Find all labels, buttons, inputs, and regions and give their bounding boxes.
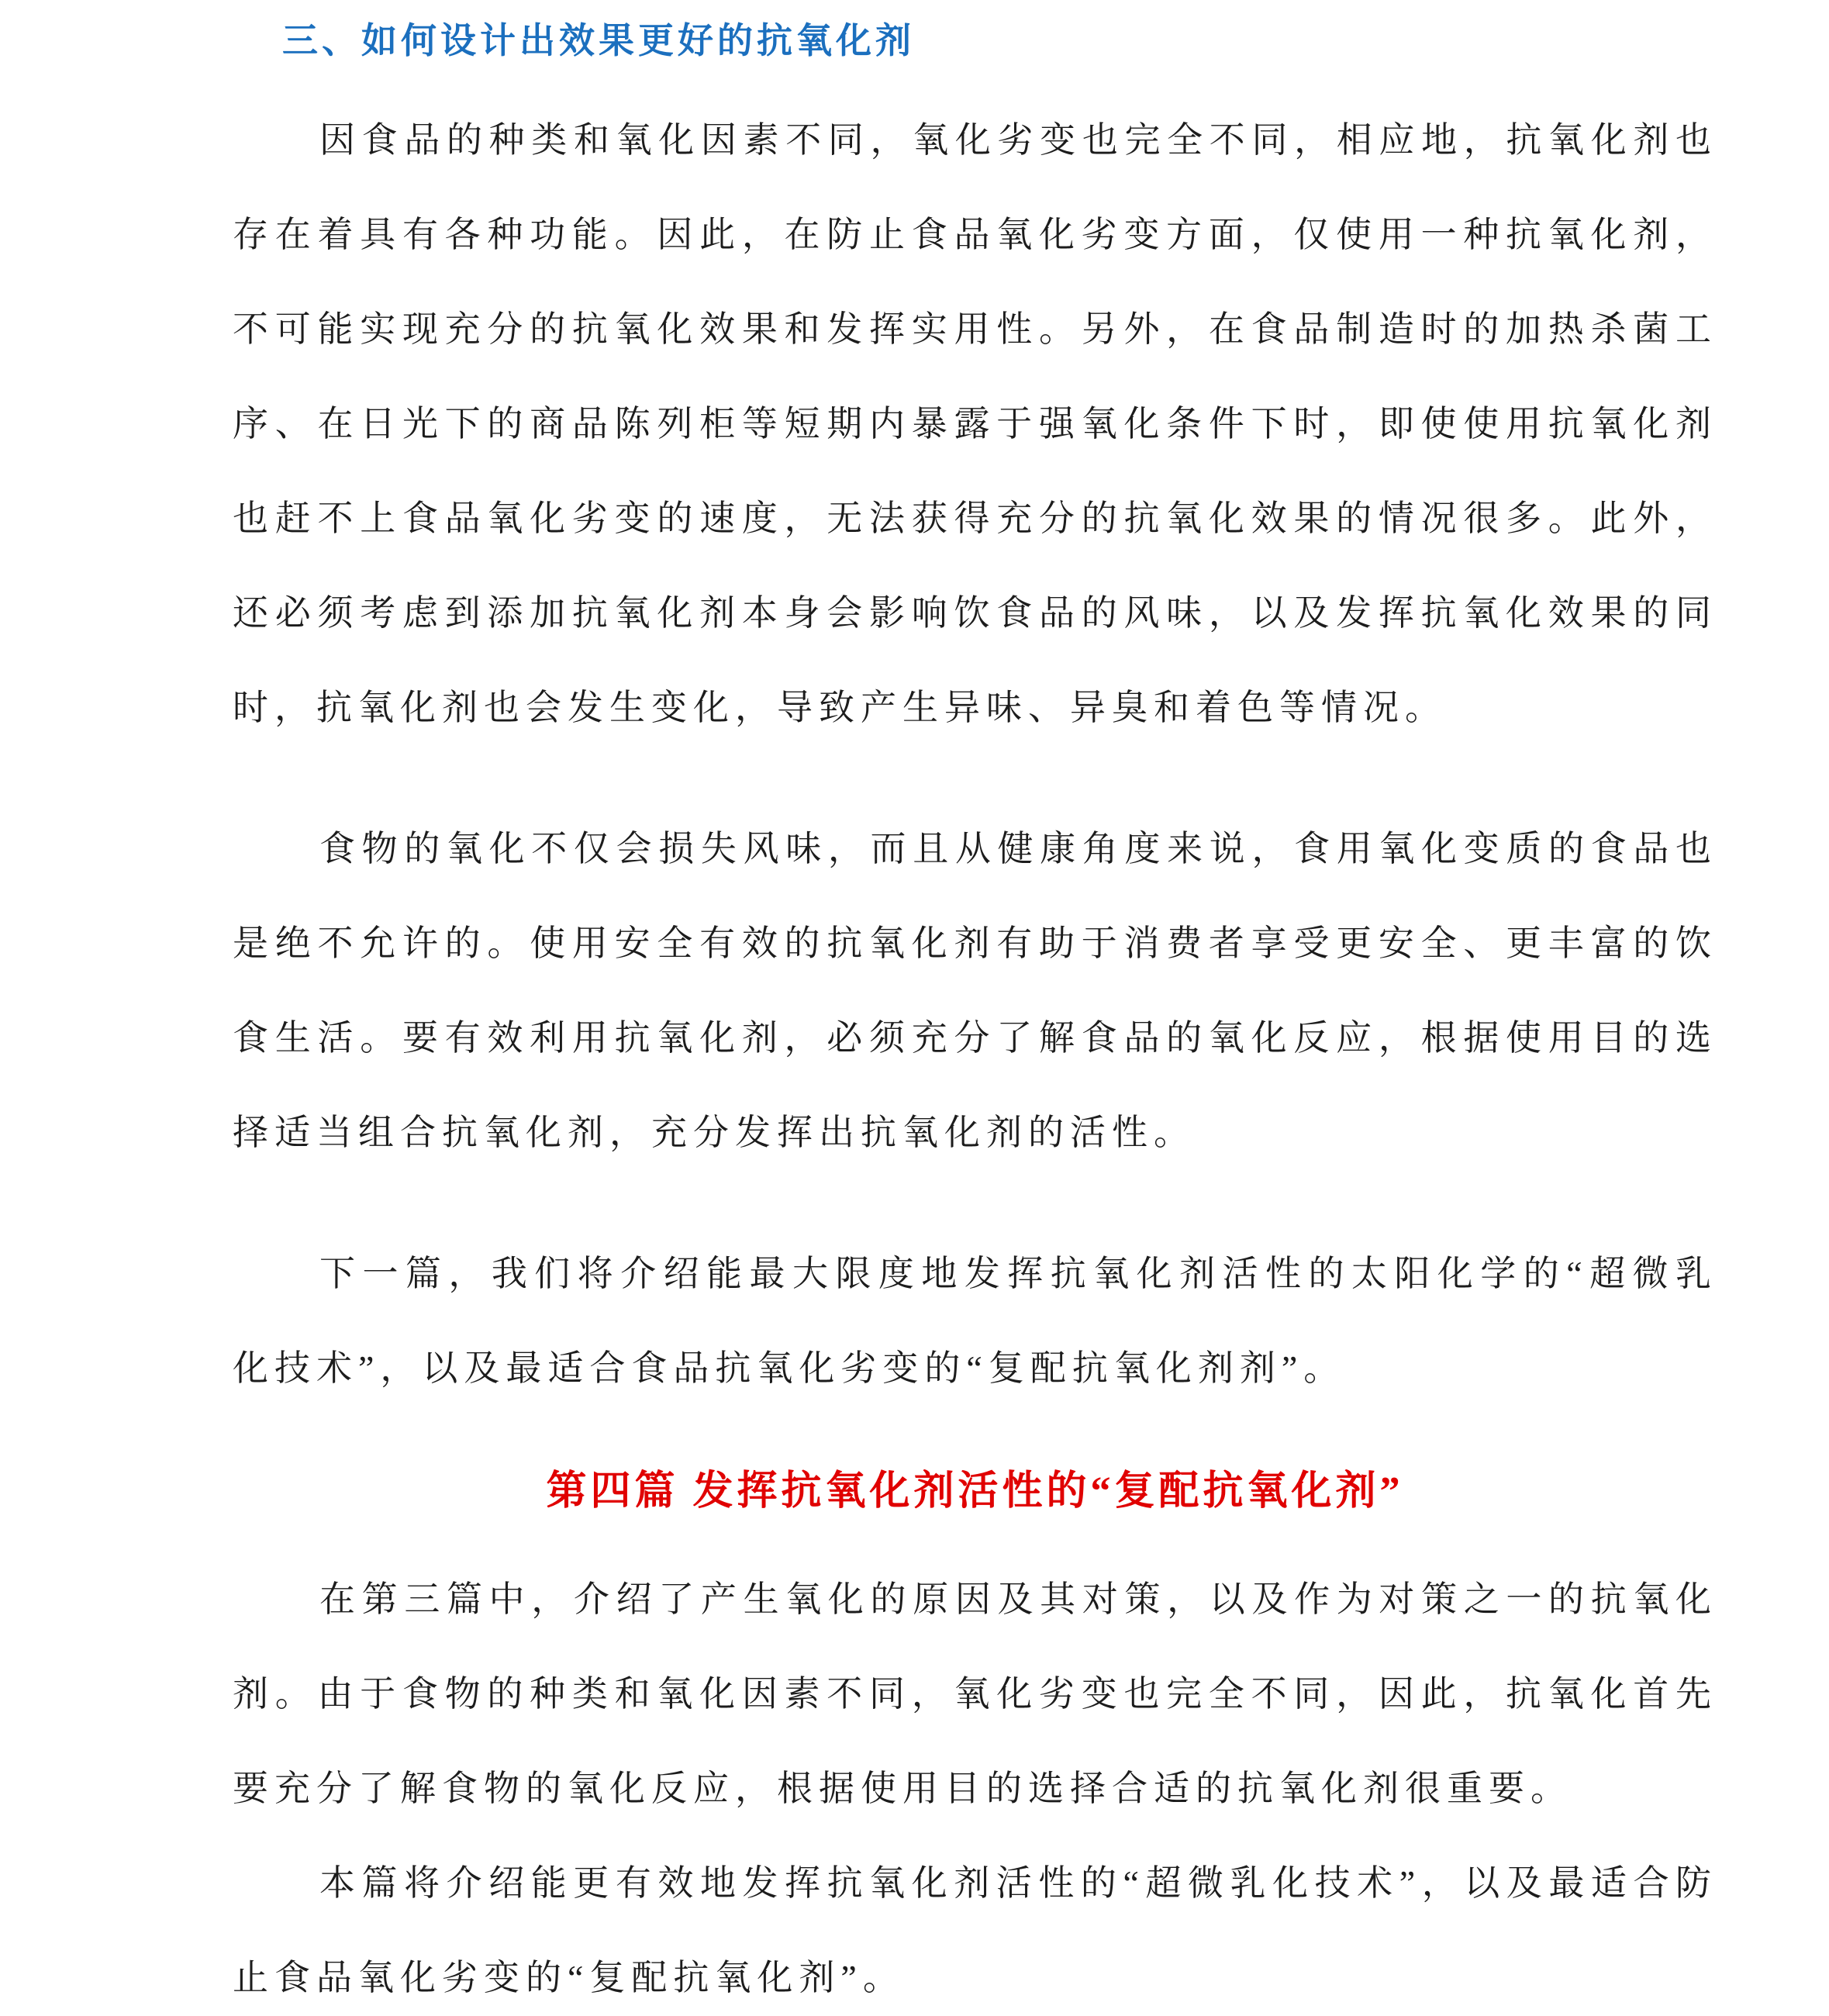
paragraph-antioxidant-types: 因食品的种类和氧化因素不同，氧化劣变也完全不同，相应地，抗氧化剂也存在着具有各种功能。因此，在防止食品氧化劣变方面，仅使用一种抗氧化剂，不可能实现充分的抗氧化效果和发挥实用性。另外，在食品制造时的加热杀菌工序、在日光下的商品陈列柜等短期内暴露于强氧化条件下时，即使使用抗氧化剂也赶不上食品氧化劣变的速度，无法获得充分的抗氧化效果的情况很多。此外，还必须考虑到添加抗氧化剂本身会影响饮食品的风味，以及发挥抗氧化效果的同时，抗氧化剂也会发生变化，导致产生异味、异臭和着色等情况。 [233, 120, 1717, 727]
section-heading-blue: 三、如何设计出效果更好的抗氧化剂 [282, 21, 915, 60]
paragraph-next-article-preview: 下一篇，我们将介绍能最大限度地发挥抗氧化剂活性的太阳化学的“超微乳化技术”，以及最适合食品抗氧化劣变的“复配抗氧化剂剂”。 [233, 1254, 1717, 1388]
paragraph-part3-recap: 在第三篇中，介绍了产生氧化的原因及其对策，以及作为对策之一的抗氧化剂。由于食物的种类和氧化因素不同，氧化劣变也完全不同，因此，抗氧化首先要充分了解食物的氧化反应，根据使用目的选择合适的抗氧化剂很重要。 [233, 1579, 1717, 1808]
section-heading-red: 第四篇 发挥抗氧化剂活性的“复配抗氧化剂” [546, 1469, 1404, 1514]
paragraph-food-oxidation-health: 食物的氧化不仅会损失风味，而且从健康角度来说，食用氧化变质的食品也是绝不允许的。使用安全有效的抗氧化剂有助于消费者享受更安全、更丰富的饮食生活。要有效利用抗氧化剂，必须充分了解食品的氧化反应，根据使用目的选择适当组合抗氧化剂，充分发挥出抗氧化剂的活性。 [233, 829, 1717, 1152]
paragraph-part4-intro: 本篇将介绍能更有效地发挥抗氧化剂活性的“超微乳化技术”，以及最适合防止食品氧化劣变的“复配抗氧化剂”。 [233, 1863, 1717, 1997]
